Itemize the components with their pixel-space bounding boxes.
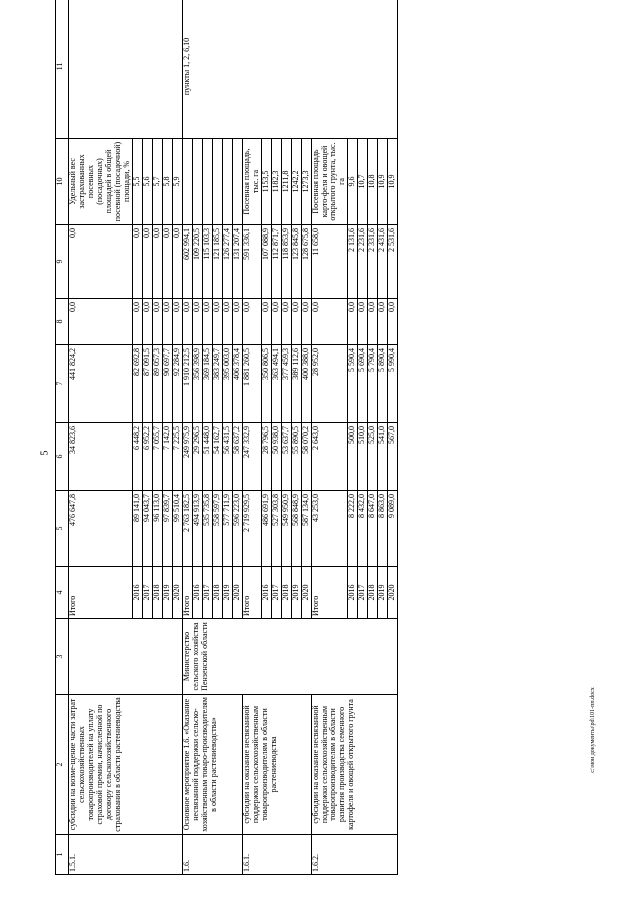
value-cell: 0,0 xyxy=(212,299,222,345)
value-cell: 6 448,2 xyxy=(132,423,142,491)
value-cell: 0,0 xyxy=(152,299,162,345)
value-cell: 43 253,0 xyxy=(311,491,348,567)
value-cell: 89 057,3 xyxy=(152,345,162,423)
year-cell: 2019 xyxy=(291,567,301,619)
value-cell: 596 223,0 xyxy=(232,491,242,567)
value-cell: 2 331,6 xyxy=(368,225,378,299)
value-cell: 5 590,4 xyxy=(348,345,358,423)
value-cell: 56 431,5 xyxy=(222,423,232,491)
file-path-footer: c:\мои документы\pd\101-пп.docx xyxy=(590,687,596,773)
value-cell: 131 207,4 xyxy=(232,225,242,299)
value-cell: 383 249,7 xyxy=(212,345,222,423)
value-cell: 50 938,0 xyxy=(271,423,281,491)
value-cell: 51 448,0 xyxy=(202,423,212,491)
item-name-cell: субсидии на оказание несвязанной поддержки сельскохозяйственным товаропроизводителям в области растениеводства xyxy=(242,695,311,835)
notes-cell xyxy=(69,0,183,139)
indicator-value-cell: 10,8 xyxy=(368,139,378,225)
value-cell: 549 950,9 xyxy=(281,491,291,567)
year-cell: 2019 xyxy=(162,567,172,619)
year-cell: 2017 xyxy=(142,567,152,619)
page-number: 5 xyxy=(39,450,51,456)
value-cell: 577 711,9 xyxy=(222,491,232,567)
value-cell: 54 162,7 xyxy=(212,423,222,491)
value-cell: 89 141,0 xyxy=(132,491,142,567)
value-cell: 0,0 xyxy=(242,299,261,345)
value-cell: 0,0 xyxy=(69,225,133,299)
value-cell: 0,0 xyxy=(232,299,242,345)
value-cell: 0,0 xyxy=(388,299,398,345)
value-cell: 128 675,8 xyxy=(301,225,311,299)
value-cell: 558 597,9 xyxy=(212,491,222,567)
value-cell: 389 112,6 xyxy=(291,345,301,423)
value-cell: 568 848,9 xyxy=(291,491,301,567)
year-cell: 2018 xyxy=(212,567,222,619)
value-cell: 0,0 xyxy=(142,225,152,299)
value-cell: 5 990,4 xyxy=(388,345,398,423)
header-cell: 4 xyxy=(56,567,69,619)
table-row xyxy=(69,0,133,875)
indicator-value-cell xyxy=(232,139,242,225)
value-cell: 94 043,7 xyxy=(142,491,152,567)
value-cell: 0,0 xyxy=(172,299,182,345)
value-cell: 591 336,1 xyxy=(242,225,261,299)
item-name-cell: Основное мероприятие 1.6. «Оказание несвязанной поддержки сельско-хозяйственным товаро-производителям в области растениеводства» xyxy=(182,695,242,835)
value-cell: 8 863,0 xyxy=(378,491,388,567)
value-cell: 0,0 xyxy=(348,299,358,345)
value-cell: 53 637,7 xyxy=(281,423,291,491)
value-cell: 112 871,7 xyxy=(271,225,281,299)
indicator-value-cell: 9,6 xyxy=(348,139,358,225)
value-cell: 1 910 212,5 xyxy=(182,345,192,423)
value-cell: 363 494,1 xyxy=(271,345,281,423)
item-number-cell: 1.6.1. xyxy=(242,835,311,875)
header-cell: 3 xyxy=(56,619,69,695)
year-cell: 2020 xyxy=(301,567,311,619)
value-cell: 8 647,0 xyxy=(368,491,378,567)
indicator-value-cell xyxy=(222,139,232,225)
header-row xyxy=(56,0,69,875)
value-cell: 2 643,0 xyxy=(311,423,348,491)
value-cell: 123 845,8 xyxy=(291,225,301,299)
value-cell: 9 089,0 xyxy=(388,491,398,567)
value-cell: 58 070,2 xyxy=(301,423,311,491)
value-cell: 2 231,6 xyxy=(358,225,368,299)
value-cell: 494 913,9 xyxy=(192,491,202,567)
value-cell: 0,0 xyxy=(132,299,142,345)
item-name-cell: субсидии на оказание несвязанной поддержки сельскохозяйственным товаропроизводителям в области развития производства семенного картофеля и овощей открытого грунта xyxy=(311,695,398,835)
value-cell: 0,0 xyxy=(162,225,172,299)
value-cell: 0,0 xyxy=(202,299,212,345)
item-number-cell: 1.6. xyxy=(182,835,242,875)
value-cell: 5 890,4 xyxy=(378,345,388,423)
value-cell: 541,0 xyxy=(378,423,388,491)
header-cell: 11 xyxy=(56,0,69,139)
indicator-value-cell xyxy=(202,139,212,225)
value-cell: 0,0 xyxy=(358,299,368,345)
value-cell: 96 113,0 xyxy=(152,491,162,567)
year-cell: 2017 xyxy=(358,567,368,619)
value-cell: 28 952,0 xyxy=(311,345,348,423)
value-cell: 2 431,6 xyxy=(378,225,388,299)
value-cell: 0,0 xyxy=(261,299,271,345)
header-cell: 9 xyxy=(56,225,69,299)
program-funding-table xyxy=(55,0,398,875)
indicator-value-cell: 1182,3 xyxy=(271,139,281,225)
total-label-cell: Итого xyxy=(311,567,348,619)
value-cell: 7 225,5 xyxy=(172,423,182,491)
item-number-cell: 1.5.1. xyxy=(69,835,183,875)
indicator-value-cell: 10,9 xyxy=(388,139,398,225)
total-label-cell: Итого xyxy=(69,567,133,619)
value-cell: 0,0 xyxy=(182,299,192,345)
value-cell: 369 184,5 xyxy=(202,345,212,423)
value-cell: 97 839,7 xyxy=(162,491,172,567)
header-cell: 7 xyxy=(56,345,69,423)
header-cell: 8 xyxy=(56,299,69,345)
value-cell: 121 185,5 xyxy=(212,225,222,299)
value-cell: 602 994,1 xyxy=(182,225,192,299)
indicator-cell: Удельный вес застрахованных посевных (посадочных) площадей в общей посевной (посадочной) площади, % xyxy=(69,139,133,225)
value-cell: 535 735,8 xyxy=(202,491,212,567)
year-cell: 2019 xyxy=(222,567,232,619)
value-cell: 107 088,9 xyxy=(261,225,271,299)
indicator-value-cell: 5,5 xyxy=(132,139,142,225)
indicator-value-cell xyxy=(192,139,202,225)
year-cell: 2018 xyxy=(152,567,162,619)
value-cell: 476 647,8 xyxy=(69,491,133,567)
value-cell: 510,0 xyxy=(358,423,368,491)
value-cell: 5 690,4 xyxy=(358,345,368,423)
item-number-cell: 1.6.2. xyxy=(311,835,398,875)
value-cell: 567,0 xyxy=(388,423,398,491)
value-cell: 58 637,2 xyxy=(232,423,242,491)
year-cell: 2020 xyxy=(388,567,398,619)
value-cell: 486 691,9 xyxy=(261,491,271,567)
header-cell: 6 xyxy=(56,423,69,491)
value-cell: 82 692,8 xyxy=(132,345,142,423)
year-cell: 2019 xyxy=(378,567,388,619)
year-cell: 2016 xyxy=(132,567,142,619)
value-cell: 0,0 xyxy=(69,299,133,345)
indicator-value-cell: 1153,5 xyxy=(261,139,271,225)
value-cell: 395 003,0 xyxy=(222,345,232,423)
value-cell: 1 881 260,5 xyxy=(242,345,261,423)
responsible-org-cell xyxy=(69,619,183,695)
value-cell: 115 103,3 xyxy=(202,225,212,299)
value-cell: 126 277,4 xyxy=(222,225,232,299)
notes-cell: пункты 1, 2, 6,10 xyxy=(182,0,398,139)
value-cell: 34 823,6 xyxy=(69,423,133,491)
value-cell: 28 796,5 xyxy=(261,423,271,491)
value-cell: 7 142,0 xyxy=(162,423,172,491)
value-cell: 587 134,0 xyxy=(301,491,311,567)
indicator-value-cell: 10,9 xyxy=(378,139,388,225)
year-cell: 2016 xyxy=(192,567,202,619)
value-cell: 406 378,4 xyxy=(232,345,242,423)
header-cell: 1 xyxy=(56,835,69,875)
value-cell: 0,0 xyxy=(142,299,152,345)
value-cell: 0,0 xyxy=(271,299,281,345)
value-cell: 11 658,0 xyxy=(311,225,348,299)
value-cell: 0,0 xyxy=(132,225,142,299)
header-cell: 2 xyxy=(56,695,69,835)
value-cell: 0,0 xyxy=(311,299,348,345)
indicator-value-cell: 1273,3 xyxy=(301,139,311,225)
year-cell: 2020 xyxy=(232,567,242,619)
value-cell: 441 824,2 xyxy=(69,345,133,423)
value-cell: 29 296,5 xyxy=(192,423,202,491)
value-cell: 2 719 929,5 xyxy=(242,491,261,567)
total-label-cell: Итого xyxy=(182,567,192,619)
value-cell: 5 790,4 xyxy=(368,345,378,423)
value-cell: 8 432,0 xyxy=(358,491,368,567)
value-cell: 0,0 xyxy=(222,299,232,345)
value-cell: 109 220,5 xyxy=(192,225,202,299)
rotated-table-container xyxy=(55,35,591,875)
value-cell: 2 763 182,5 xyxy=(182,491,192,567)
value-cell: 500,0 xyxy=(348,423,358,491)
value-cell: 90 697,7 xyxy=(162,345,172,423)
indicator-cell: Посевная площадь карто-феля и овощей открытого грунта, тыс. га xyxy=(311,139,348,225)
indicator-value-cell: 1242,2 xyxy=(291,139,301,225)
value-cell: 0,0 xyxy=(172,225,182,299)
year-cell: 2018 xyxy=(368,567,378,619)
indicator-value-cell xyxy=(212,139,222,225)
value-cell: 99 510,4 xyxy=(172,491,182,567)
indicator-value-cell: 5,7 xyxy=(152,139,162,225)
value-cell: 0,0 xyxy=(291,299,301,345)
total-label-cell: Итого xyxy=(242,567,261,619)
indicator-cell: Посевная площадь, тыс. га xyxy=(242,139,261,225)
value-cell: 0,0 xyxy=(281,299,291,345)
value-cell: 118 853,9 xyxy=(281,225,291,299)
value-cell: 350 806,5 xyxy=(261,345,271,423)
value-cell: 0,0 xyxy=(368,299,378,345)
indicator-value-cell: 10,7 xyxy=(358,139,368,225)
table-body xyxy=(69,0,398,875)
indicator-value-cell: 5,8 xyxy=(162,139,172,225)
value-cell: 8 222,0 xyxy=(348,491,358,567)
value-cell: 7 055,7 xyxy=(152,423,162,491)
item-name-cell: субсидии на возме-щение части затрат сельскохозяйственных товаропроизводителей на уплату страховой премии, начисленной по договору сельскохозяйственного страхования в области растениеводства xyxy=(69,695,183,835)
value-cell: 0,0 xyxy=(152,225,162,299)
header-cell: 10 xyxy=(56,139,69,225)
value-cell: 0,0 xyxy=(301,299,311,345)
value-cell: 92 284,9 xyxy=(172,345,182,423)
year-cell: 2020 xyxy=(172,567,182,619)
value-cell: 2 531,6 xyxy=(388,225,398,299)
responsible-org-cell: Министерство сельского хозяйства Пензенской области xyxy=(182,619,398,695)
indicator-value-cell: 1211,8 xyxy=(281,139,291,225)
value-cell: 2 131,6 xyxy=(348,225,358,299)
year-cell: 2017 xyxy=(271,567,281,619)
value-cell: 6 952,2 xyxy=(142,423,152,491)
table-row xyxy=(182,0,192,875)
value-cell: 0,0 xyxy=(378,299,388,345)
header-cell: 5 xyxy=(56,491,69,567)
year-cell: 2017 xyxy=(202,567,212,619)
value-cell: 247 332,9 xyxy=(242,423,261,491)
value-cell: 527 303,8 xyxy=(271,491,281,567)
value-cell: 356 398,9 xyxy=(192,345,202,423)
value-cell: 377 459,3 xyxy=(281,345,291,423)
value-cell: 249 975,9 xyxy=(182,423,192,491)
value-cell: 0,0 xyxy=(162,299,172,345)
indicator-value-cell: 5,6 xyxy=(142,139,152,225)
value-cell: 55 890,5 xyxy=(291,423,301,491)
indicator-value-cell: 5,9 xyxy=(172,139,182,225)
value-cell: 525,0 xyxy=(368,423,378,491)
value-cell: 87 091,5 xyxy=(142,345,152,423)
indicator-cell xyxy=(182,139,192,225)
year-cell: 2016 xyxy=(348,567,358,619)
value-cell: 400 388,0 xyxy=(301,345,311,423)
year-cell: 2018 xyxy=(281,567,291,619)
year-cell: 2016 xyxy=(261,567,271,619)
value-cell: 0,0 xyxy=(192,299,202,345)
